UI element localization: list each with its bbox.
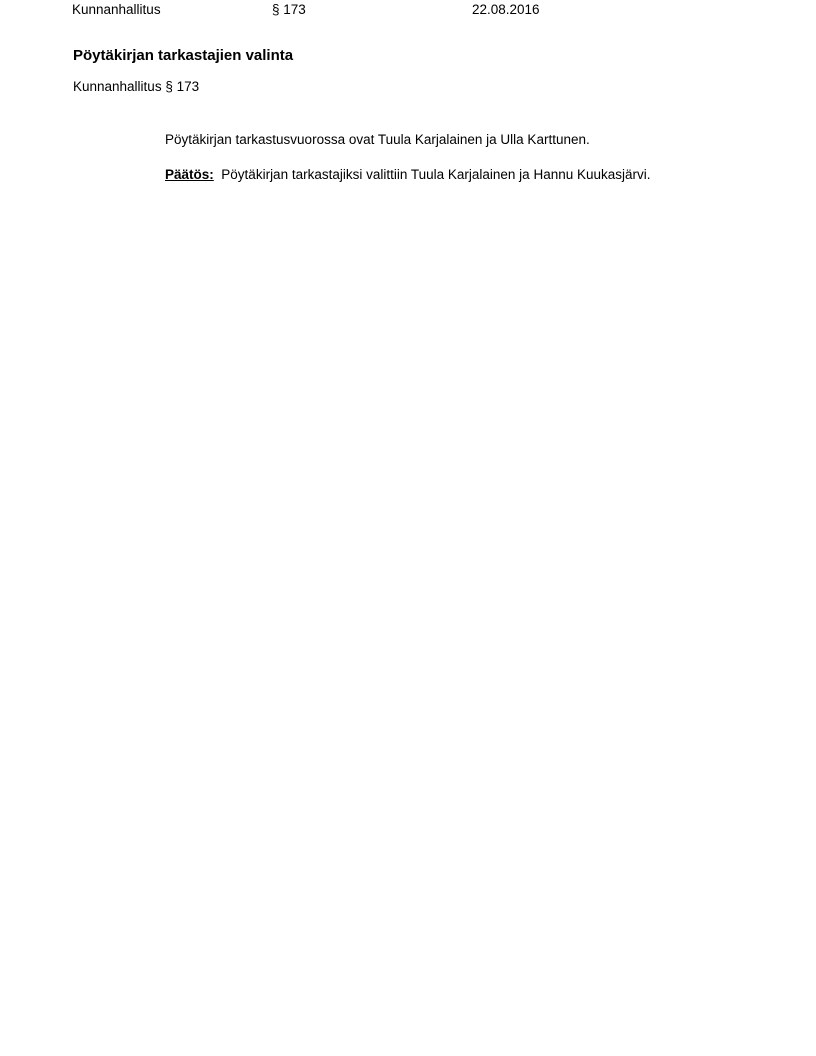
decision-label: Päätös: — [165, 167, 214, 182]
header-section-number: § 173 — [272, 2, 306, 17]
header-organization: Kunnanhallitus — [72, 2, 161, 17]
document-body — [165, 131, 690, 183]
document-header — [72, 0, 744, 20]
decision-text: Pöytäkirjan tarkastajiksi valittiin Tuula Karjalainen ja Hannu Kuukasjärvi. — [221, 167, 651, 182]
body-paragraph-1: Pöytäkirjan tarkastusvuorossa ovat Tuula Karjalainen ja Ulla Karttunen. — [165, 132, 590, 147]
header-date: 22.08.2016 — [472, 2, 540, 17]
page-title: Pöytäkirjan tarkastajien valinta — [73, 47, 294, 65]
section-subheading: Kunnanhallitus § 173 — [73, 79, 200, 94]
decision-paragraph — [165, 166, 690, 183]
